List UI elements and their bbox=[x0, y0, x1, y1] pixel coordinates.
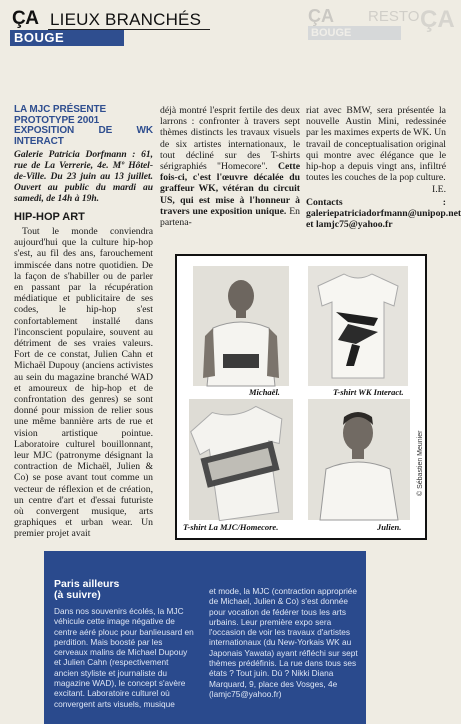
photo-credit: © Sébastien Meunier bbox=[417, 430, 424, 496]
photo-caption: T-shirt La MJC/Homecore. bbox=[183, 522, 279, 532]
section-bar: BOUGE bbox=[10, 30, 124, 46]
ghost-big: ÇA bbox=[420, 6, 455, 33]
photo-julien bbox=[308, 399, 410, 520]
article-text: riat avec BMW, sera présentée la nouvelle Austin Mini, redessinée par les maximes experts de WK. Un travail de conceptualisation original qui montre avec élégance que le hip-hop a depuis vingt ans, infiltré toutes les couches de la pop culture. bbox=[306, 105, 446, 184]
box-title-line: Paris ailleurs bbox=[54, 578, 120, 590]
kicker-line: LA MJC PRÉSENTE bbox=[14, 104, 107, 115]
kicker-line: EXPOSITION DE WK INTERACT bbox=[14, 125, 153, 147]
photo-mjc-tshirt bbox=[189, 399, 293, 520]
ghost-prefix: ÇA bbox=[308, 6, 334, 26]
section-header bbox=[10, 8, 220, 46]
article-column-3 bbox=[306, 105, 461, 231]
article-bold-text: Cette fois-ci, c'est l'œuvre décalée du graffeur WK, vétéran du circuit US, qui est mise à l'honneur à travers une exposition unique. bbox=[160, 161, 301, 217]
article-subhead: HIP-HOP ART bbox=[14, 211, 85, 223]
photo-caption: Julien. bbox=[377, 522, 402, 532]
portrait-image bbox=[193, 266, 289, 386]
ghost-bar: BOUGE bbox=[308, 26, 401, 40]
article-text: déjà montré l'esprit fertile des deux larrons : confronter à travers sept thèmes distincts les travaux visuels de six artistes internationaux, le tout décliné sur des T-shirts sérigraphiés "Homecore". bbox=[160, 105, 300, 173]
portrait-image bbox=[308, 399, 410, 520]
photo-caption: Michaël. bbox=[249, 387, 280, 397]
ghost-title: RESTO bbox=[368, 8, 420, 25]
box-column-1: Dans nos souvenirs écolés, la MJC véhicule cette image négative de centre aéré plouc pour banlieusard en perdition. Mais boosté par les cerveaux malins de Michael Dupouy et Julien Cahn (respectivement ancien styliste et journaliste du magazine WAD), le concept s'avère excitant. Laboratoire culturel où convergent arts visuels, musique bbox=[54, 606, 194, 709]
sidebar-article-box bbox=[44, 551, 366, 724]
article-text: En partena- bbox=[160, 205, 300, 229]
kicker-line: PROTOTYPE 2001 bbox=[14, 114, 100, 126]
article-contacts: Contacts : galeriepatriciadorfmann@unipop.net et lamjc75@yahoo.fr bbox=[306, 196, 461, 231]
tshirt-image bbox=[308, 266, 408, 386]
box-title bbox=[54, 579, 119, 601]
photo-caption: T-shirt WK Interact. bbox=[333, 387, 404, 397]
box-column-2: et mode, la MJC (contraction appropriée de Michael, Julien & Co) s'est donnée pour vocation de fédérer tous les arts urbains. Leur première expo sera l'occasion de voir les travaux d'artistes internationaux (du New-Yorkais WK au Japonais Yawata) ayant réfléchi sur sept thèmes prédéfinis. La rue dans tous ses états ? Tout juin. Dù ? Nikki Diana Marquard, 9, place des Vosges, 4e (lamjc75@yahoo.fr) bbox=[209, 586, 358, 699]
article-column-2 bbox=[160, 105, 300, 228]
photo-collage bbox=[175, 254, 427, 540]
photo-wk-tshirt bbox=[308, 266, 408, 386]
box-title-line: (à suivre) bbox=[54, 589, 101, 601]
venue-info: Galerie Patricia Dorfmann : 61, rue de La Verrerie, 4e. Mº Hôtel-de-Ville. Du 23 juin au 13 juillet. Ouvert au public du mardi au samedi, de 14h à 19h. bbox=[14, 150, 153, 204]
article-column-1 bbox=[14, 105, 153, 540]
article-kicker bbox=[14, 105, 153, 147]
ghost-header bbox=[308, 6, 455, 42]
author-signature: I.E. bbox=[432, 184, 446, 196]
photo-michael bbox=[193, 266, 289, 386]
section-title: LIEUX BRANCHÉS bbox=[50, 10, 202, 29]
article-paragraph: Tout le monde conviendra aujourd'hui que la culture hip-hop s'est, au fil des ans, farouchement immiscée dans notre quotidien. De la façon de s'habiller ou de parler en passant par la récupération médiatique et publicitaire de ses codes, le hip-hop s'est confortablement installé dans l'inconscient populaire, souvent au détriment de ses vraies valeurs. Fort de ce constat, Julien Cahn et Michaël Dupouy (anciens activistes au sein du magazine branché WAD et amoureux de hip-hop et de confrontation des genres) se sont donné pour mission de relier sous une même bannière arts de rue et vision artistique pointue. Laboratoire culturel bouillonnant, leur MJC (patronyme désignant la contraction de Michaël, Julien & Co) se pose avant tout comme un vecteur de réflexion et de création, un centre d'art et d'essai futuriste où convergent musique, arts graphiques et urban wear. Un premier projet avait bbox=[14, 226, 153, 540]
section-prefix: ÇA bbox=[12, 8, 39, 29]
tshirt-image bbox=[189, 399, 293, 520]
